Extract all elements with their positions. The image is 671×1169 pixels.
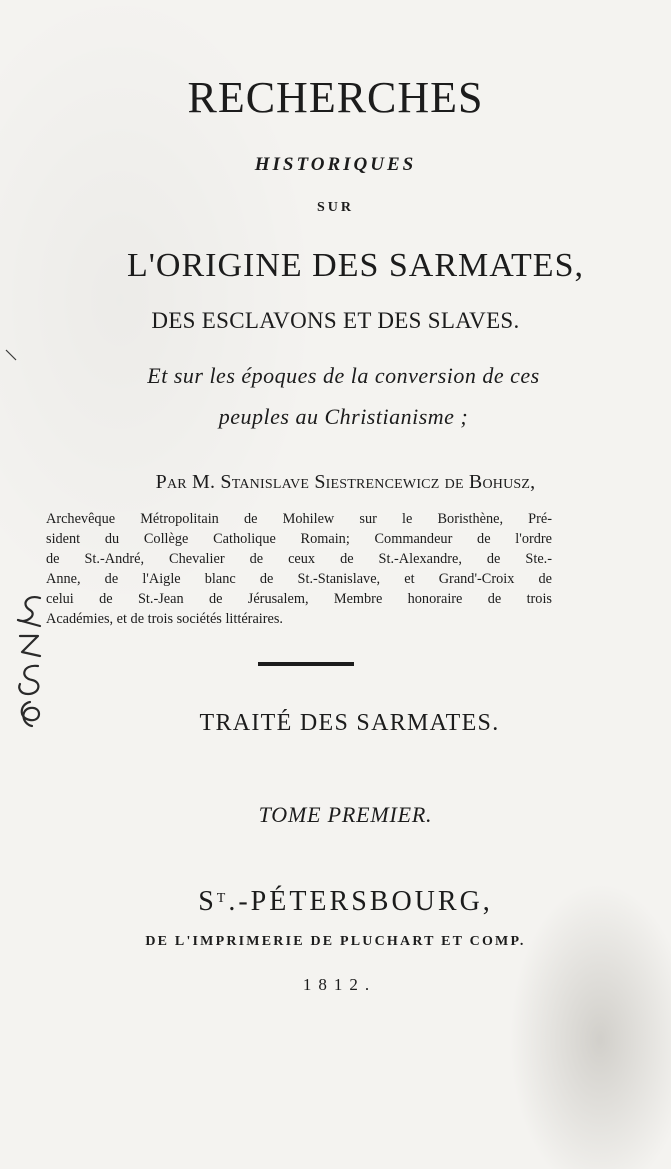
author-line: Par M. Stanislave Siestrencewicz de Bohusz, [155,471,536,493]
subtitle-esclavons: DES ESCLAVONS ET DES SLAVES. [151,308,520,333]
author-biography [46,509,552,629]
imprint-year: 1812. [302,975,377,994]
imprint-city [10,886,671,918]
city-rest: .-PÉTERSBOURG, [228,886,493,917]
italic-line-1: Et sur les époques de la conversion de ces [147,363,540,388]
main-title: RECHERCHES [187,73,484,122]
divider-rule [258,662,354,666]
imprint-printer: DE L'IMPRIMERIE DE PLUCHART ET COMP. [145,934,526,949]
treatise-title: TRAITÉ DES SARMATES. [199,710,500,736]
volume-label: TOME PREMIER. [258,802,433,827]
subtitle-historiques: HISTORIQUES [254,154,417,175]
subtitle-sur: SUR [316,200,354,215]
bio-line: Archevêque Métropolitain de Mohilew sur le Boristhène, Pré- [46,511,552,527]
bio-line: sident du Collège Catholique Romain; Commandeur de l'ordre [46,531,552,547]
italic-line-2: peuples au Christianisme ; [218,404,469,429]
bio-line: Académies, et de trois sociétés littéraires. [46,611,284,627]
bio-line: Anne, de l'Aigle blanc de St.-Stanislave, et Grand'-Croix de [46,571,552,587]
subtitle-origine: L'ORIGINE DES SARMATES, [127,247,584,284]
bio-line: de St.-André, Chevalier de ceux de St.-Alexandre, de Ste.- [46,551,552,567]
city-prefix: S [198,886,217,917]
margin-mark [4,348,18,362]
bio-line: celui de St.-Jean de Jérusalem, Membre honoraire de trois [46,591,552,607]
city-superscript: T [216,891,229,906]
handwritten-shelfmark [10,590,50,730]
